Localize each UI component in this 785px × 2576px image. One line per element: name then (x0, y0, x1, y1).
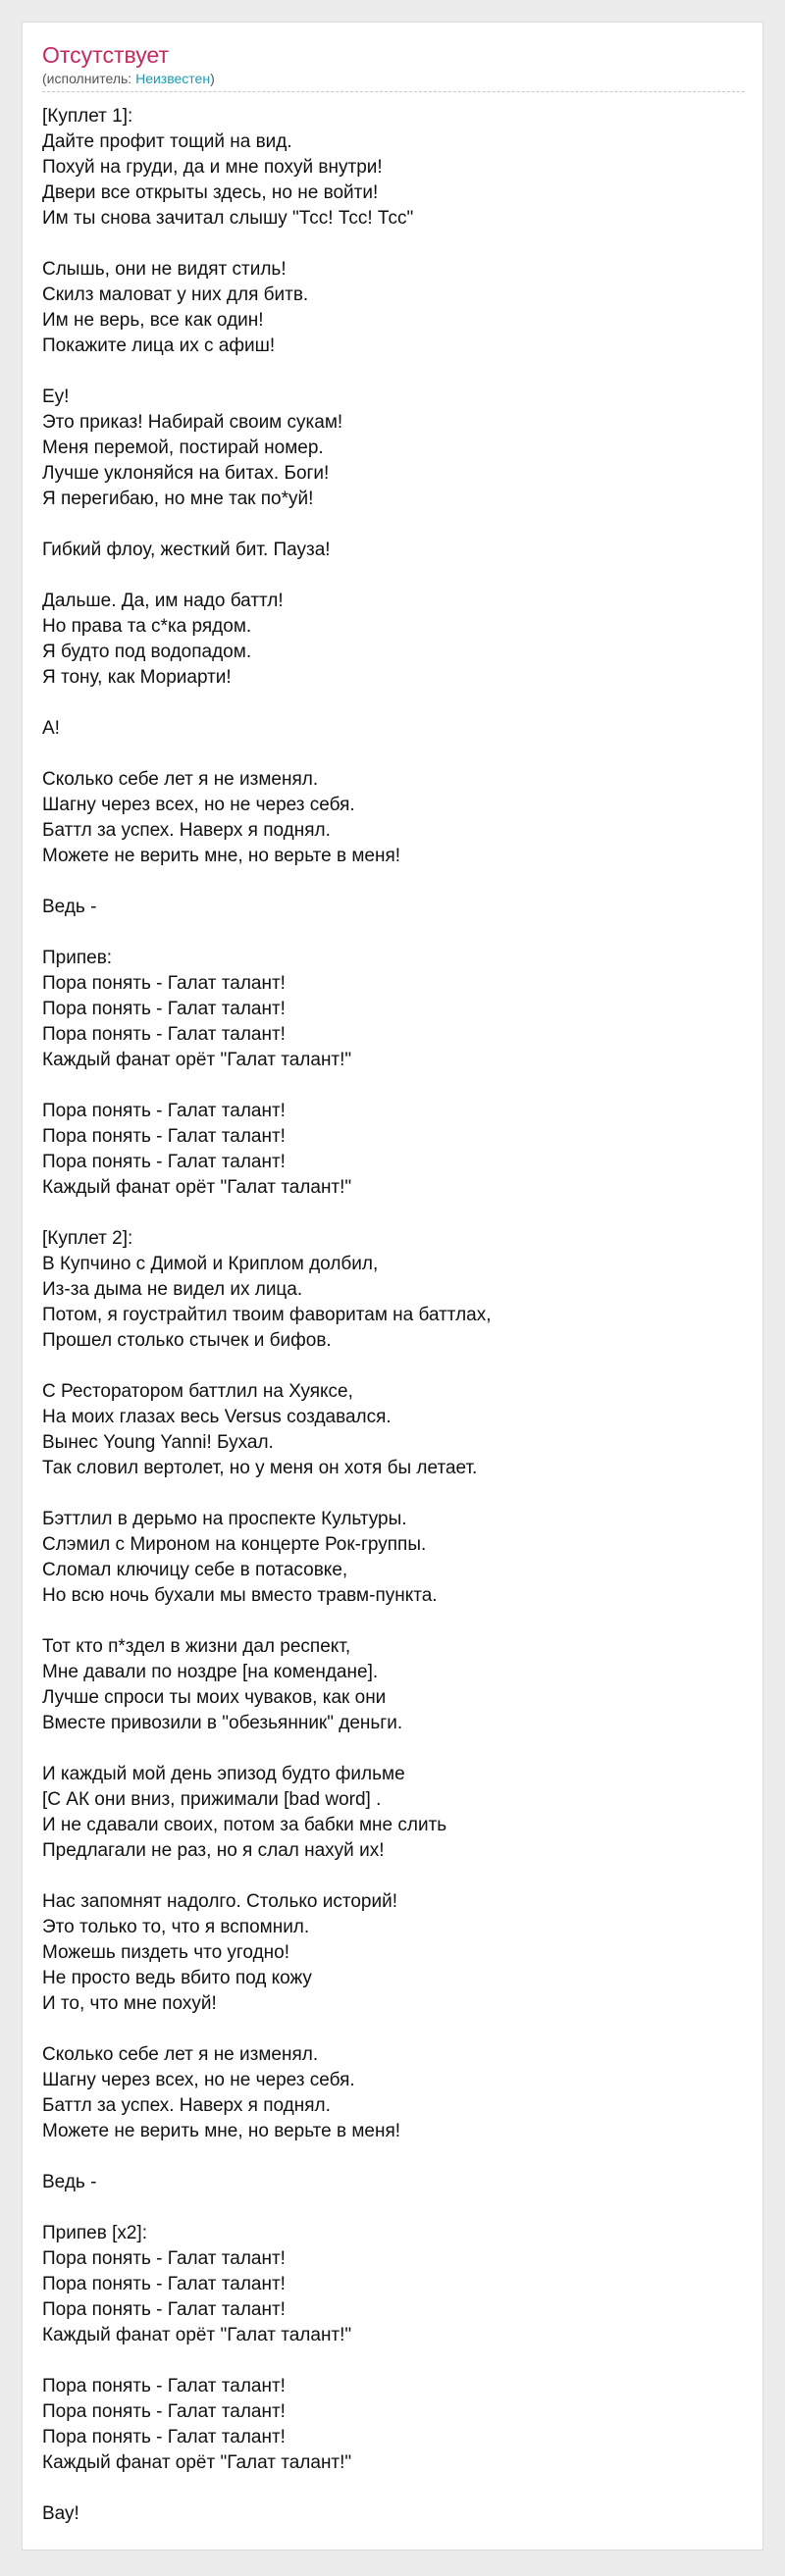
lyric-line: А! (42, 718, 60, 739)
lyric-line (42, 563, 745, 589)
lyric-line: Мне давали по ноздре [на комендане]. (42, 1662, 379, 1682)
lyric-line: Но права та с*ка рядом. (42, 616, 252, 637)
lyric-line: И каждый мой день эпизод будто фильме (42, 1764, 405, 1784)
lyric-line: Нас запомнят надолго. Столько историй! (42, 1891, 398, 1912)
lyric-line: Сломал ключицу себе в потасовке, (42, 1560, 348, 1580)
lyric-line: Потом, я гоустрайтил твоим фаворитам на баттлах, (42, 1305, 492, 1325)
lyric-line: Предлагали не раз, но я слал нахуй их! (42, 1840, 385, 1861)
lyric-line: Не просто ведь вбито под кожу (42, 1968, 312, 1988)
lyric-line: Похуй на груди, да и мне похуй внутри! (42, 157, 383, 178)
lyric-line: На моих глазах весь Versus создавался. (42, 1407, 392, 1427)
lyric-line: Лучше уклоняйся на битах. Боги! (42, 463, 330, 484)
lyric-line: Гибкий флоу, жесткий бит. Пауза! (42, 540, 331, 560)
lyric-line: Им не верь, все как один! (42, 310, 264, 331)
lyric-line: С Ресторатором баттлил на Хуяксе, (42, 1381, 353, 1402)
lyric-line: Так словил вертолет, но у меня он хотя бы летает. (42, 1458, 478, 1478)
lyric-line: Прошел столько стычек и бифов. (42, 1330, 332, 1351)
lyric-line: Пора понять - Галат талант! (42, 2376, 286, 2396)
lyric-line: Дальше. Да, им надо баттл! (42, 591, 284, 611)
lyric-line: Пора понять - Галат талант! (42, 2299, 286, 2320)
lyric-line: Ведь - (42, 2172, 97, 2192)
lyric-line (42, 691, 745, 716)
artist-link[interactable]: Неизвестен (135, 71, 211, 86)
lyric-line: Сколько себе лет я не изменял. (42, 769, 319, 790)
lyric-line: Пора понять - Галат талант! (42, 973, 286, 994)
lyrics-card (22, 22, 763, 2550)
lyric-line: Можете не верить мне, но верьте в меня! (42, 846, 401, 866)
lyric-line: Это только то, что я вспомнил. (42, 1917, 310, 1937)
lyric-line: Вау! (42, 2503, 79, 2524)
lyric-line: Им ты снова зачитал слышу "Тсс! Тсс! Тсс" (42, 208, 414, 229)
lyric-line: Можешь пиздеть что угодно! (42, 1942, 290, 1963)
lyric-line: Из-за дыма не видел их лица. (42, 1279, 303, 1300)
lyric-line: В Купчино с Димой и Криплом долбил, (42, 1254, 379, 1274)
lyric-line: Еу! (42, 386, 70, 407)
lyric-line: Припев: (42, 948, 113, 968)
lyric-line: Баттл за успех. Наверх я поднял. (42, 820, 331, 841)
lyric-line: Тот кто п*здел в жизни дал респект, (42, 1636, 351, 1657)
lyric-line (42, 1609, 745, 1634)
lyric-line: [С АК они вниз, прижимали [bad word] . (42, 1789, 382, 1810)
lyric-line: Вынес Young Yanni! Бухал. (42, 1432, 274, 1453)
lyric-line: И не сдавали своих, потом за бабки мне слить (42, 1815, 447, 1835)
lyric-line: Каждый фанат орёт "Галат талант!" (42, 1177, 352, 1198)
artist-prefix: (исполнитель: (42, 71, 136, 86)
lyric-line: Сколько себе лет я не изменял. (42, 2044, 319, 2065)
lyric-line: Пора понять - Галат талант! (42, 2427, 286, 2447)
lyric-line (42, 1481, 745, 1507)
lyric-line (42, 232, 745, 257)
lyric-line: Пора понять - Галат талант! (42, 2401, 286, 2422)
title-divider (42, 91, 745, 92)
artist-line (42, 70, 215, 87)
lyric-line (42, 869, 745, 895)
lyric-line: Слышь, они не видят стиль! (42, 259, 287, 280)
lyric-line: Покажите лица их с афиш! (42, 335, 276, 356)
lyric-line: Шагну через всех, но не через себя. (42, 795, 355, 815)
lyric-line (42, 2144, 745, 2170)
lyric-line: Это приказ! Набирай своим сукам! (42, 412, 343, 433)
lyric-line (42, 2017, 745, 2042)
lyric-line (42, 1736, 745, 1762)
lyric-line: Пора понять - Галат талант! (42, 1024, 286, 1045)
lyric-line: Пора понять - Галат талант! (42, 2248, 286, 2269)
lyric-line (42, 512, 745, 538)
artist-suffix: ) (210, 71, 215, 86)
lyric-line: Я тону, как Мориарти! (42, 667, 232, 688)
lyric-line (42, 2348, 745, 2374)
lyric-line: Двери все открыты здесь, но не войти! (42, 182, 379, 203)
lyric-line: Каждый фанат орёт "Галат талант!" (42, 1050, 352, 1070)
lyric-line: Меня перемой, постирай номер. (42, 438, 324, 458)
lyric-line: Дайте профит тощий на вид. (42, 131, 292, 152)
lyric-line: Можете не верить мне, но верьте в меня! (42, 2121, 401, 2141)
lyric-line: Припев [x2]: (42, 2223, 147, 2243)
lyrics-text (42, 104, 745, 2527)
lyric-line (42, 359, 745, 385)
lyric-line: Но всю ночь бухали мы вместо травм-пункта. (42, 1585, 438, 1606)
lyric-line: Шагну через всех, но не через себя. (42, 2070, 355, 2090)
lyric-line: Ведь - (42, 897, 97, 917)
lyric-line: Пора понять - Галат талант! (42, 1152, 286, 1172)
lyric-line (42, 2476, 745, 2501)
lyric-line: Вместе привозили в "обезьянник" деньги. (42, 1713, 403, 1733)
lyric-line (42, 1201, 745, 1226)
lyric-line: [Куплет 1]: (42, 106, 133, 127)
lyric-line (42, 1354, 745, 1379)
lyric-line: Скилз маловат у них для битв. (42, 284, 309, 305)
song-title: Отсутствует (42, 42, 169, 68)
lyric-line (42, 920, 745, 946)
lyric-line: Бэттлил в дерьмо на проспекте Культуры. (42, 1509, 407, 1529)
lyric-line: Я будто под водопадом. (42, 642, 252, 662)
lyric-line: Баттл за успех. Наверх я поднял. (42, 2095, 331, 2116)
lyric-line: Пора понять - Галат талант! (42, 1126, 286, 1147)
lyric-line (42, 2195, 745, 2221)
lyric-line: И то, что мне похуй! (42, 1993, 217, 2014)
lyric-line (42, 742, 745, 767)
lyric-line: Пора понять - Галат талант! (42, 2274, 286, 2294)
lyric-line (42, 1864, 745, 1889)
lyric-line: Я перегибаю, но мне так по*уй! (42, 489, 314, 509)
lyric-line (42, 1073, 745, 1099)
lyric-line: Пора понять - Галат талант! (42, 1101, 286, 1121)
lyric-line: Слэмил с Мироном на концерте Рок-группы. (42, 1534, 427, 1555)
lyric-line: Каждый фанат орёт "Галат талант!" (42, 2452, 352, 2473)
lyric-line: Пора понять - Галат талант! (42, 999, 286, 1019)
lyric-line: [Куплет 2]: (42, 1228, 133, 1249)
lyric-line: Каждый фанат орёт "Галат талант!" (42, 2325, 352, 2345)
lyric-line: Лучше спроси ты моих чуваков, как они (42, 1687, 387, 1708)
